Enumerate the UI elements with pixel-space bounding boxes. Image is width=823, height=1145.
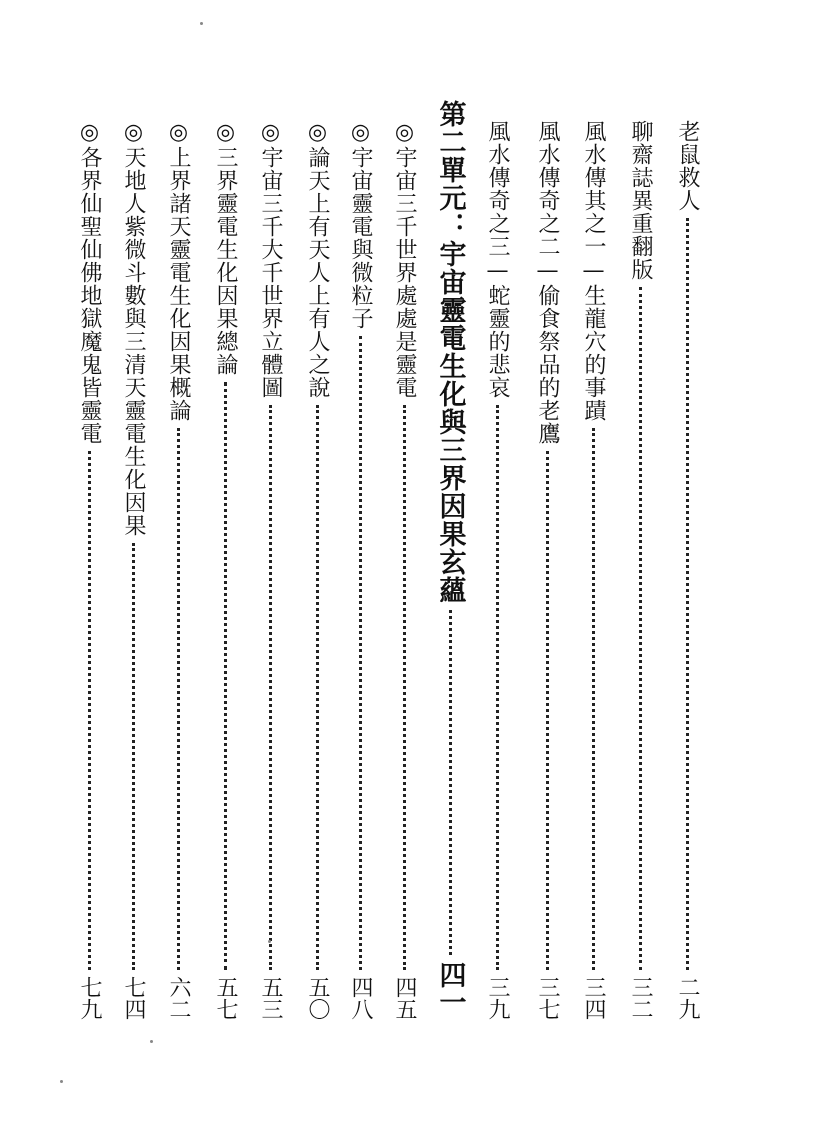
toc-entry-page-number: 三七 [535,976,560,1020]
toc-entry-title: ◎宇宙三千世界處處是靈電 [392,120,417,399]
dot-leader [639,281,642,976]
dot-leader [686,212,689,976]
toc-entry-title: ◎天地人紫微斗數與三清天靈電生化因果 [121,120,146,537]
toc-entry [120,120,146,1020]
toc-entry-page-number: 五三 [258,976,283,1020]
toc-entry [391,120,417,1020]
toc-entry-title: ◎宇宙三千大千世界立體圖 [258,120,283,399]
dot-leader [496,399,499,976]
toc-entry [627,120,653,1020]
scan-speck [268,940,271,943]
toc-entry-title: 風水傳奇之三—蛇靈的悲哀 [485,120,510,399]
toc-entry-page-number: 三九 [485,976,510,1020]
dot-leader [592,422,595,976]
dot-leader [449,604,452,961]
toc-entry [484,120,510,1020]
dot-leader [359,330,362,976]
dot-leader [316,399,319,976]
toc-entry-title: ◎各界仙聖仙佛地獄魔鬼皆靈電 [77,120,102,445]
toc-entry-page-number: 五〇 [305,976,330,1020]
dot-leader [177,422,180,976]
toc-entry [165,120,191,1020]
scan-speck [150,1040,153,1043]
toc-entry [257,120,283,1020]
toc-entry-title: 風水傳其之一—生龍穴的事蹟 [581,120,606,422]
dot-leader [224,376,227,976]
toc-entry-title: 聊齋誌異重翻版 [628,120,653,281]
toc-entry-page-number: 六二 [166,976,191,1020]
toc-entry-title: 風水傳奇之二—偷食祭品的老鷹 [535,120,560,445]
dot-leader [88,445,91,976]
toc-entry-page-number: 二九 [675,976,700,1020]
dot-leader [269,399,272,976]
toc-entry-title: 老鼠救人 [675,120,700,212]
dot-leader [403,399,406,976]
dot-leader [132,537,135,976]
toc-entry [534,120,560,1020]
toc-entry-page-number: 四八 [348,976,373,1020]
toc-entry-page-number: 三四 [581,976,606,1020]
toc-entry [580,120,606,1020]
toc-entry [304,120,330,1020]
toc-entry-page-number: 五七 [213,976,238,1020]
toc-entry-page-number: 七四 [121,976,146,1020]
toc-entry-page-number: 四五 [392,976,417,1020]
scan-speck [60,1080,63,1083]
dot-leader [546,445,549,976]
toc-entry-title: ◎三界靈電生化因果總論 [213,120,238,376]
scan-speck [200,22,203,25]
toc-entry-page-number: 四一 [434,961,466,1015]
toc-entry [76,120,102,1020]
toc-entry-title: 第二單元：宇宙靈電生化與三界因果玄蘊 [434,100,466,604]
toc-entry [347,120,373,1020]
toc-entry-title: ◎上界諸天靈電生化因果概論 [166,120,191,422]
toc-section-heading [434,100,466,1015]
toc-entry-page-number: 三二 [628,976,653,1020]
toc-entry [674,120,700,1020]
toc-entry-title: ◎論天上有天人上有人之說 [305,120,330,399]
toc-entry [212,120,238,1020]
toc-entry-page-number: 七九 [77,976,102,1020]
toc-entry-title: ◎宇宙靈電與微粒子 [348,120,373,330]
